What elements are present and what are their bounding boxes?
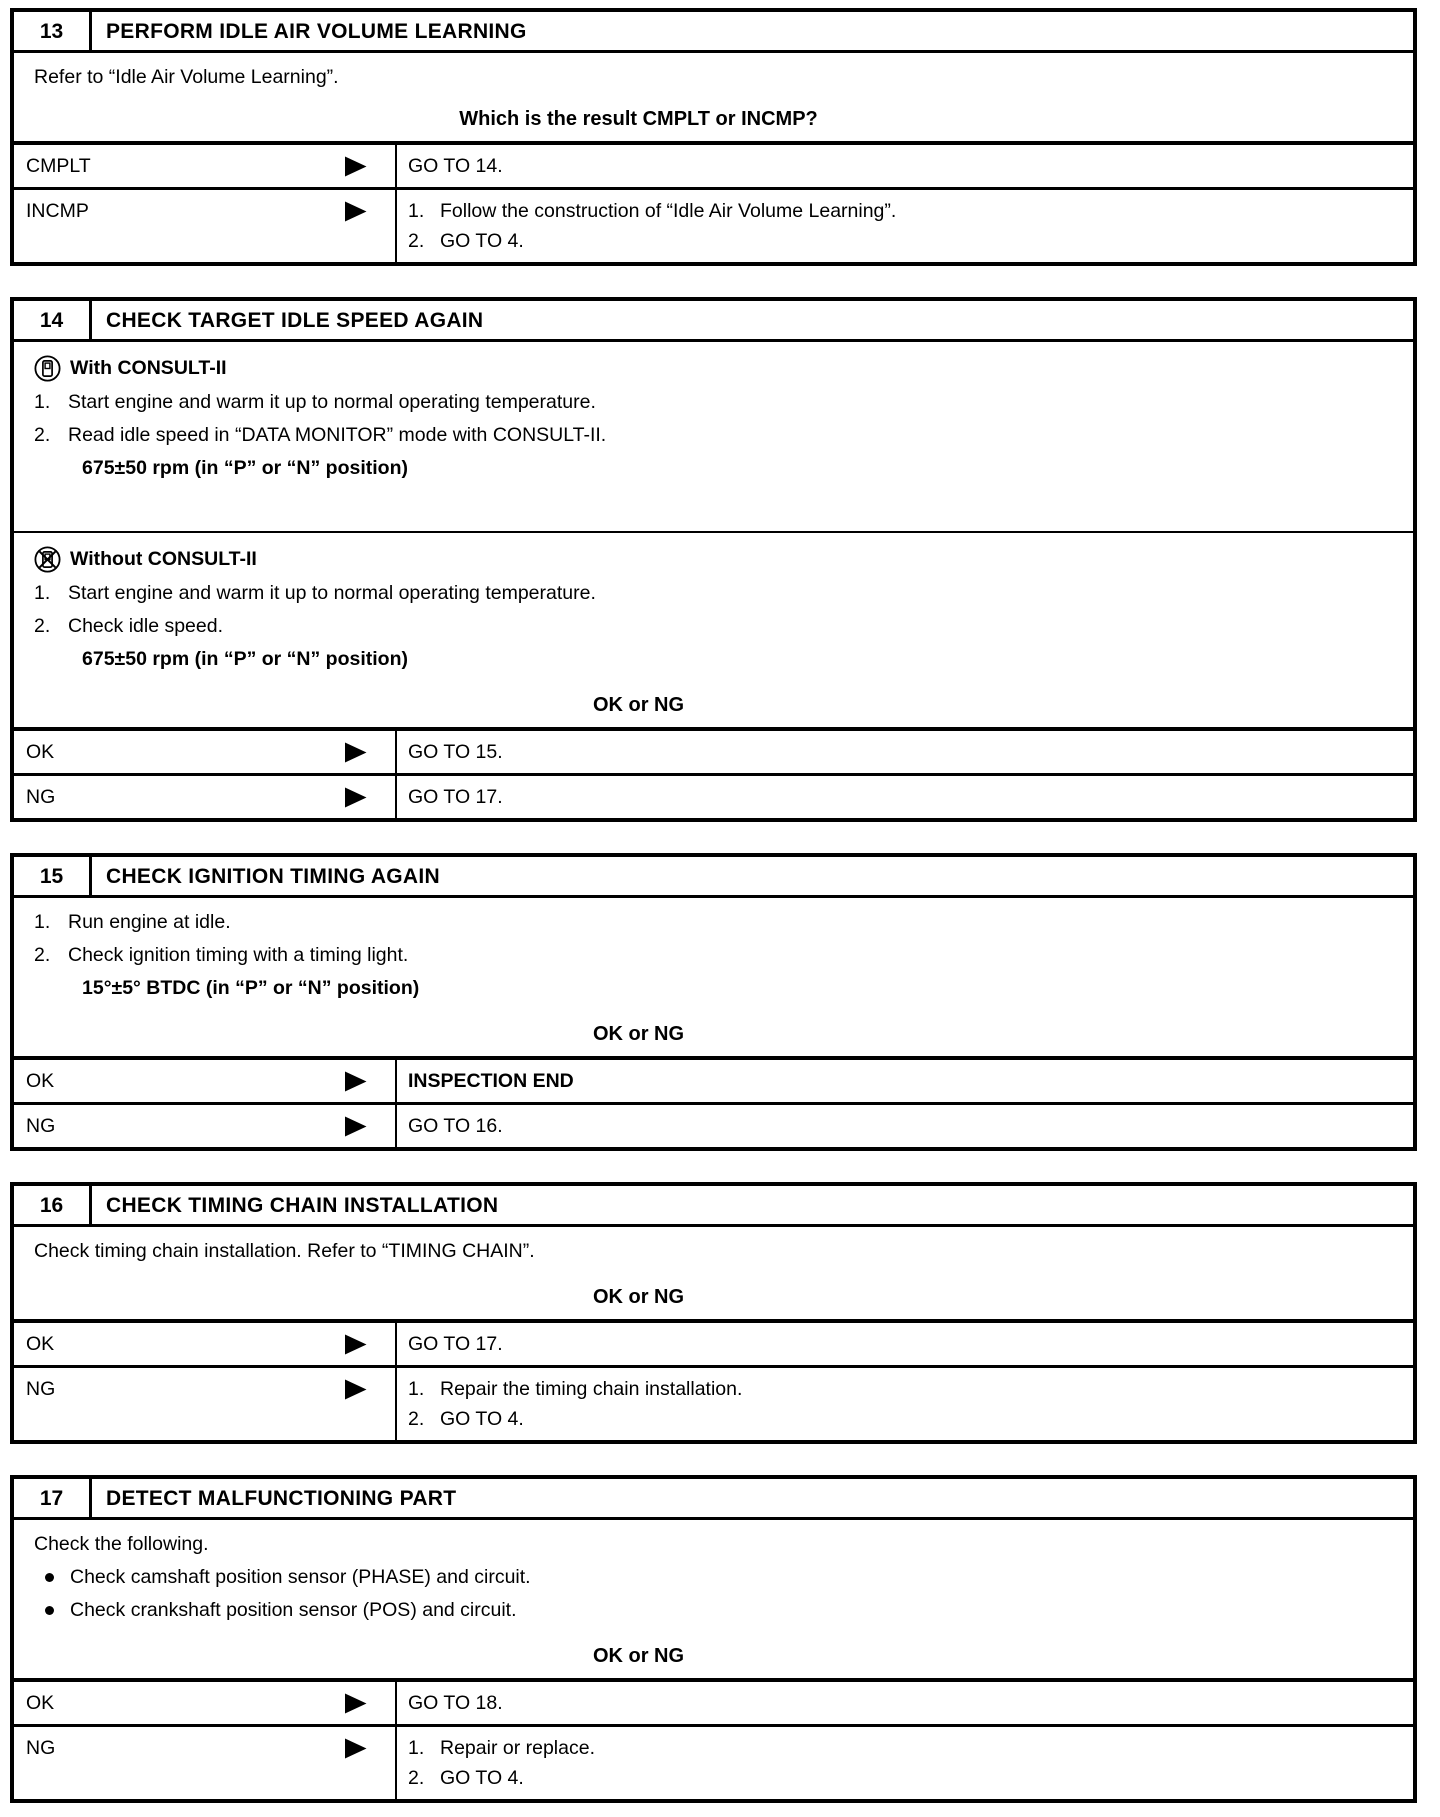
consult-mode-heading xyxy=(34,352,1393,385)
step-header xyxy=(14,1186,1413,1227)
numbered-line xyxy=(34,906,1393,939)
step-header xyxy=(14,1479,1413,1520)
question-text: OK or NG xyxy=(592,1023,685,1045)
step-body xyxy=(14,1520,1413,1669)
line-number: 2. xyxy=(34,424,51,446)
bullet-icon xyxy=(45,1573,54,1582)
action-line xyxy=(408,1404,1403,1434)
without-consult-ii-icon xyxy=(34,546,61,573)
action-line: GO TO 18. xyxy=(408,1692,503,1714)
result-row xyxy=(14,773,1413,818)
step-number: 15 xyxy=(14,857,92,895)
action-line: INSPECTION END xyxy=(408,1070,574,1092)
line-number: 1. xyxy=(34,391,51,413)
line-text: GO TO 4. xyxy=(440,1408,524,1430)
action-line xyxy=(408,1374,1403,1404)
step-title: CHECK IGNITION TIMING AGAIN xyxy=(106,865,440,888)
line-number: 2. xyxy=(408,1767,425,1789)
result-label-cell xyxy=(14,1368,397,1440)
action-line: GO TO 15. xyxy=(408,741,503,763)
spec-value: 675±50 rpm (in “P” or “N” position) xyxy=(82,457,408,479)
question-text: Which is the result CMPLT or INCMP? xyxy=(459,108,818,130)
line-number: 1. xyxy=(34,911,51,933)
question-text: OK or NG xyxy=(592,1286,685,1308)
result-row xyxy=(14,1365,1413,1440)
spec-value: 675±50 rpm (in “P” or “N” position) xyxy=(82,648,408,670)
step-header xyxy=(14,857,1413,898)
result-action-cell xyxy=(397,1368,1413,1440)
consult-mode-label: Without CONSULT-II xyxy=(70,548,257,570)
result-action-cell xyxy=(397,1682,1413,1724)
result-label: NG xyxy=(26,1737,56,1759)
step-number: 16 xyxy=(14,1186,92,1224)
step-header xyxy=(14,301,1413,342)
result-label-cell xyxy=(14,776,397,818)
step-17-table xyxy=(10,1475,1417,1803)
action-line: GO TO 17. xyxy=(408,786,503,808)
results xyxy=(14,1056,1413,1147)
numbered-line xyxy=(34,419,1393,452)
line-text: GO TO 4. xyxy=(440,1767,524,1789)
step-13-table xyxy=(10,8,1417,266)
results xyxy=(14,727,1413,818)
result-label: OK xyxy=(26,1692,55,1714)
result-row xyxy=(14,1724,1413,1799)
line-number: 1. xyxy=(408,200,425,222)
action-line xyxy=(408,1733,1403,1763)
step-16-table xyxy=(10,1182,1417,1444)
line-text: Follow the construction of “Idle Air Volume Learning”. xyxy=(440,200,897,222)
line-text: Read idle speed in “DATA MONITOR” mode with CONSULT-II. xyxy=(68,424,607,446)
consult-mode-label: With CONSULT-II xyxy=(70,357,227,379)
question-text: OK or NG xyxy=(592,1645,685,1667)
result-arrow-icon xyxy=(344,201,367,222)
bullet-line xyxy=(34,1561,1393,1594)
step-title: CHECK TARGET IDLE SPEED AGAIN xyxy=(106,309,484,332)
result-arrow-icon xyxy=(344,1071,367,1092)
result-arrow-icon xyxy=(344,1116,367,1137)
line-number: 2. xyxy=(408,230,425,252)
result-action-cell xyxy=(397,190,1413,262)
result-row xyxy=(14,1682,1413,1724)
line-text: Run engine at idle. xyxy=(68,911,231,933)
bullet-icon xyxy=(45,1606,54,1615)
body-section xyxy=(14,342,1413,531)
result-label-cell xyxy=(14,190,397,262)
result-label: OK xyxy=(26,1333,55,1355)
step-15-table xyxy=(10,853,1417,1151)
result-action-cell xyxy=(397,776,1413,818)
action-line xyxy=(408,196,1403,226)
result-label-cell xyxy=(14,731,397,773)
body-section xyxy=(14,531,1413,680)
result-label-cell xyxy=(14,1727,397,1799)
action-line xyxy=(408,226,1403,256)
step-number: 13 xyxy=(14,12,92,50)
line-text: Repair or replace. xyxy=(440,1737,595,1759)
line-text: Repair the timing chain installation. xyxy=(440,1378,743,1400)
body-section xyxy=(14,898,1413,1009)
numbered-line xyxy=(34,386,1393,419)
result-action-cell xyxy=(397,145,1413,187)
result-row xyxy=(14,145,1413,187)
text-line: Refer to “Idle Air Volume Learning”. xyxy=(34,66,339,88)
numbered-line xyxy=(34,939,1393,972)
line-text: Check crankshaft position sensor (POS) and circuit. xyxy=(70,1599,517,1621)
line-number: 2. xyxy=(34,615,51,637)
result-label: NG xyxy=(26,1115,56,1137)
step-title: DETECT MALFUNCTIONING PART xyxy=(106,1487,457,1510)
step-body xyxy=(14,1227,1413,1310)
result-label-cell xyxy=(14,1682,397,1724)
numbered-line xyxy=(34,610,1393,643)
spec-value: 15°±5° BTDC (in “P” or “N” position) xyxy=(82,977,420,999)
result-label: NG xyxy=(26,786,56,808)
body-section xyxy=(14,1520,1413,1631)
result-arrow-icon xyxy=(344,787,367,808)
result-label-cell xyxy=(14,1323,397,1365)
result-row xyxy=(14,1060,1413,1102)
result-label: OK xyxy=(26,741,55,763)
result-label-cell xyxy=(14,145,397,187)
action-line xyxy=(408,1763,1403,1793)
result-row xyxy=(14,187,1413,262)
action-line: GO TO 16. xyxy=(408,1115,503,1137)
step-body xyxy=(14,342,1413,718)
result-arrow-icon xyxy=(344,1738,367,1759)
results xyxy=(14,1678,1413,1799)
consult-mode-heading xyxy=(34,543,1393,576)
result-label: CMPLT xyxy=(26,155,91,177)
text-line: Check timing chain installation. Refer to “TIMING CHAIN”. xyxy=(34,1240,535,1262)
text-line: Check the following. xyxy=(34,1533,209,1555)
action-line: GO TO 14. xyxy=(408,155,503,177)
step-14-table xyxy=(10,297,1417,822)
result-arrow-icon xyxy=(344,156,367,177)
result-row xyxy=(14,731,1413,773)
line-number: 2. xyxy=(34,944,51,966)
result-action-cell xyxy=(397,1727,1413,1799)
result-label: INCMP xyxy=(26,200,89,222)
bullet-line xyxy=(34,1594,1393,1627)
question-text: OK or NG xyxy=(592,694,685,716)
line-text: Check ignition timing with a timing light. xyxy=(68,944,409,966)
result-action-cell xyxy=(397,1105,1413,1147)
step-header xyxy=(14,12,1413,53)
line-number: 2. xyxy=(408,1408,425,1430)
results xyxy=(14,1319,1413,1440)
result-action-cell xyxy=(397,1323,1413,1365)
line-number: 1. xyxy=(408,1378,425,1400)
line-number: 1. xyxy=(408,1737,425,1759)
action-line: GO TO 17. xyxy=(408,1333,503,1355)
step-body xyxy=(14,53,1413,132)
result-label: NG xyxy=(26,1378,56,1400)
line-text: Start engine and warm it up to normal operating temperature. xyxy=(68,582,596,604)
line-text: Start engine and warm it up to normal operating temperature. xyxy=(68,391,596,413)
step-number: 14 xyxy=(14,301,92,339)
result-arrow-icon xyxy=(344,1379,367,1400)
body-section xyxy=(14,1227,1413,1272)
result-action-cell xyxy=(397,731,1413,773)
line-text: Check idle speed. xyxy=(68,615,224,637)
body-section xyxy=(14,53,1413,98)
result-row xyxy=(14,1102,1413,1147)
numbered-line xyxy=(34,577,1393,610)
step-number: 17 xyxy=(14,1479,92,1517)
result-action-cell xyxy=(397,1060,1413,1102)
consult-ii-icon xyxy=(34,355,61,382)
step-title: PERFORM IDLE AIR VOLUME LEARNING xyxy=(106,20,527,43)
step-body xyxy=(14,898,1413,1047)
result-arrow-icon xyxy=(344,1334,367,1355)
result-label-cell xyxy=(14,1105,397,1147)
step-title: CHECK TIMING CHAIN INSTALLATION xyxy=(106,1194,499,1217)
line-text: Check camshaft position sensor (PHASE) and circuit. xyxy=(70,1566,531,1588)
results xyxy=(14,141,1413,262)
result-row xyxy=(14,1323,1413,1365)
result-arrow-icon xyxy=(344,1693,367,1714)
result-arrow-icon xyxy=(344,742,367,763)
result-label-cell xyxy=(14,1060,397,1102)
line-text: GO TO 4. xyxy=(440,230,524,252)
line-number: 1. xyxy=(34,582,51,604)
result-label: OK xyxy=(26,1070,55,1092)
